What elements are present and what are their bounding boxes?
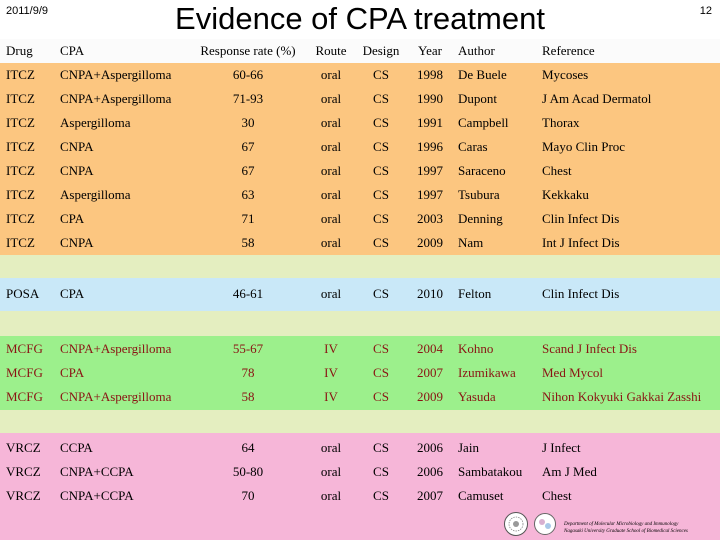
cell-reference: Chest (542, 163, 572, 178)
cell-reference: Mayo Clin Proc (542, 139, 626, 154)
cell-author: Jain (458, 440, 479, 455)
table-row (0, 111, 720, 135)
cell-cpa: CNPA+Aspergilloma (60, 67, 172, 82)
cell-drug: ITCZ (6, 67, 35, 82)
department-logo (533, 512, 557, 536)
cell-year: 2009 (417, 389, 443, 404)
cell-design: CS (373, 235, 389, 250)
table-header (0, 39, 720, 63)
header-route: Route (315, 43, 347, 58)
cell-route: oral (320, 440, 342, 455)
cell-route: oral (320, 139, 342, 154)
cell-route: oral (320, 211, 342, 226)
cell-cpa: Aspergilloma (60, 187, 131, 202)
cell-route: IV (324, 341, 338, 356)
cell-cpa: CNPA+Aspergilloma (60, 91, 172, 106)
header-reference: Reference (542, 43, 595, 58)
cell-rate: 58 (241, 235, 255, 250)
cell-year: 2007 (417, 365, 443, 380)
cell-drug: ITCZ (6, 187, 35, 202)
cell-cpa: CNPA+Aspergilloma (60, 341, 172, 356)
cell-cpa: CNPA (60, 139, 94, 154)
cell-route: IV (324, 365, 338, 380)
cell-reference: Med Mycol (542, 365, 604, 380)
cell-drug: VRCZ (6, 488, 41, 503)
cell-route: oral (320, 163, 342, 178)
cell-year: 2003 (417, 211, 443, 226)
cell-drug: MCFG (6, 341, 43, 356)
cell-drug: ITCZ (6, 139, 35, 154)
table-row (0, 183, 720, 207)
cell-design: CS (373, 464, 389, 479)
cell-cpa: CPA (60, 211, 85, 226)
cell-design: CS (373, 341, 389, 356)
cell-rate: 50-80 (232, 464, 264, 479)
cell-year: 1990 (417, 91, 443, 106)
cell-design: CS (373, 163, 389, 178)
cell-rate: 70 (241, 488, 255, 503)
cell-year: 1997 (417, 187, 443, 202)
cell-design: CS (373, 139, 389, 154)
cell-cpa: CNPA+Aspergilloma (60, 389, 172, 404)
table-row (0, 231, 720, 255)
credit-line-1: Department of Molecular Microbiology and Immunology (564, 522, 679, 527)
cell-reference: Kekkaku (542, 187, 589, 202)
cell-cpa: CCPA (60, 440, 93, 455)
cell-author: Sambatakou (458, 464, 523, 479)
cell-year: 2009 (417, 235, 443, 250)
cell-author: Saraceno (458, 163, 506, 178)
table-row (0, 87, 720, 111)
cell-drug: ITCZ (6, 91, 35, 106)
table-row (0, 460, 720, 484)
header-author: Author (458, 43, 495, 58)
cell-route: oral (320, 91, 342, 106)
cell-cpa: CNPA (60, 163, 94, 178)
department-credit (564, 521, 688, 535)
cell-year: 2004 (417, 341, 443, 356)
cell-design: CS (373, 67, 389, 82)
cell-design: CS (373, 115, 389, 130)
header-design: Design (362, 43, 400, 58)
cell-route: oral (320, 187, 342, 202)
cell-reference: Int J Infect Dis (542, 235, 620, 250)
cell-rate: 67 (241, 163, 255, 178)
cell-reference: Chest (542, 488, 572, 503)
cell-design: CS (373, 488, 389, 503)
cell-drug: ITCZ (6, 235, 35, 250)
cell-route: oral (320, 67, 342, 82)
cell-reference: Thorax (542, 115, 580, 130)
cell-route: oral (320, 115, 342, 130)
cell-year: 1997 (417, 163, 443, 178)
university-seal-logo (503, 511, 529, 537)
table-row (0, 361, 720, 385)
table-row (0, 207, 720, 231)
cell-rate: 55-67 (232, 341, 264, 356)
cell-reference: Clin Infect Dis (542, 211, 620, 226)
cell-design: CS (373, 91, 389, 106)
cell-route: oral (320, 488, 342, 503)
cell-drug: VRCZ (6, 440, 41, 455)
cell-cpa: CPA (60, 365, 85, 380)
cell-design: CS (373, 187, 389, 202)
cell-author: Dupont (458, 91, 497, 106)
cell-rate: 64 (241, 440, 255, 455)
cell-year: 2006 (417, 440, 443, 455)
cell-drug: MCFG (6, 389, 43, 404)
cell-design: CS (373, 365, 389, 380)
band-gap (0, 410, 720, 433)
cell-cpa: CPA (60, 286, 85, 301)
cell-year: 1998 (417, 67, 443, 82)
cell-rate: 67 (241, 139, 255, 154)
cell-route: oral (320, 286, 342, 301)
cell-rate: 60-66 (232, 67, 264, 82)
cell-route: oral (320, 235, 342, 250)
table-row (0, 385, 720, 409)
header-year: Year (418, 43, 442, 58)
cell-cpa: CNPA+CCPA (60, 464, 134, 479)
cell-author: Kohno (458, 341, 494, 356)
cell-cpa: Aspergilloma (60, 115, 131, 130)
cell-reference: Nihon Kokyuki Gakkai Zasshi (542, 389, 702, 404)
cell-reference: Mycoses (542, 67, 589, 82)
cell-author: De Buele (458, 67, 507, 82)
cell-author: Nam (458, 235, 484, 250)
cell-drug: ITCZ (6, 115, 35, 130)
cell-rate: 46-61 (232, 286, 264, 301)
table-row (0, 159, 720, 183)
cell-drug: ITCZ (6, 211, 35, 226)
cell-drug: ITCZ (6, 163, 35, 178)
cell-reference: J Infect (542, 440, 581, 455)
cell-rate: 71-93 (232, 91, 264, 106)
cell-year: 2006 (417, 464, 443, 479)
band-gap (0, 311, 720, 336)
table-row (0, 63, 720, 87)
cell-drug: MCFG (6, 365, 43, 380)
band-gap (0, 255, 720, 278)
slide-date: 2011/9/9 (6, 5, 49, 17)
cell-route: oral (320, 464, 342, 479)
cell-drug: POSA (6, 286, 40, 301)
credit-line-2: Nagasaki University Graduate School of Biomedical Sciences (564, 529, 688, 534)
table-row (0, 337, 720, 361)
cell-rate: 58 (241, 389, 255, 404)
header-rate: Response rate (%) (200, 43, 296, 58)
cell-author: Campbell (458, 115, 509, 130)
cell-rate: 30 (241, 115, 255, 130)
cell-design: CS (373, 389, 389, 404)
table-row (0, 282, 720, 306)
cell-reference: Scand J Infect Dis (542, 341, 637, 356)
cell-design: CS (373, 211, 389, 226)
page-number: 12 (699, 5, 712, 17)
cell-rate: 63 (241, 187, 255, 202)
cell-year: 2007 (417, 488, 443, 503)
cell-cpa: CNPA (60, 235, 94, 250)
cell-rate: 71 (241, 211, 255, 226)
header-cpa: CPA (60, 43, 85, 58)
cell-reference: Clin Infect Dis (542, 286, 620, 301)
slide-title: Evidence of CPA treatment (175, 1, 545, 36)
cell-reference: J Am Acad Dermatol (542, 91, 652, 106)
table-row (0, 436, 720, 460)
cell-cpa: CNPA+CCPA (60, 488, 134, 503)
cell-author: Denning (458, 211, 503, 226)
cell-reference: Am J Med (542, 464, 597, 479)
table-row (0, 135, 720, 159)
cell-author: Camuset (458, 488, 504, 503)
cell-design: CS (373, 286, 389, 301)
cell-author: Tsubura (458, 187, 500, 202)
cell-year: 2010 (417, 286, 443, 301)
cell-year: 1991 (417, 115, 443, 130)
header-drug: Drug (6, 43, 33, 58)
cell-drug: VRCZ (6, 464, 41, 479)
cell-design: CS (373, 440, 389, 455)
table-row (0, 484, 720, 508)
cell-author: Caras (458, 139, 488, 154)
cell-rate: 78 (241, 365, 255, 380)
cell-author: Izumikawa (458, 365, 516, 380)
cell-author: Yasuda (458, 389, 496, 404)
cell-route: IV (324, 389, 338, 404)
cell-author: Felton (458, 286, 492, 301)
cell-year: 1996 (417, 139, 443, 154)
